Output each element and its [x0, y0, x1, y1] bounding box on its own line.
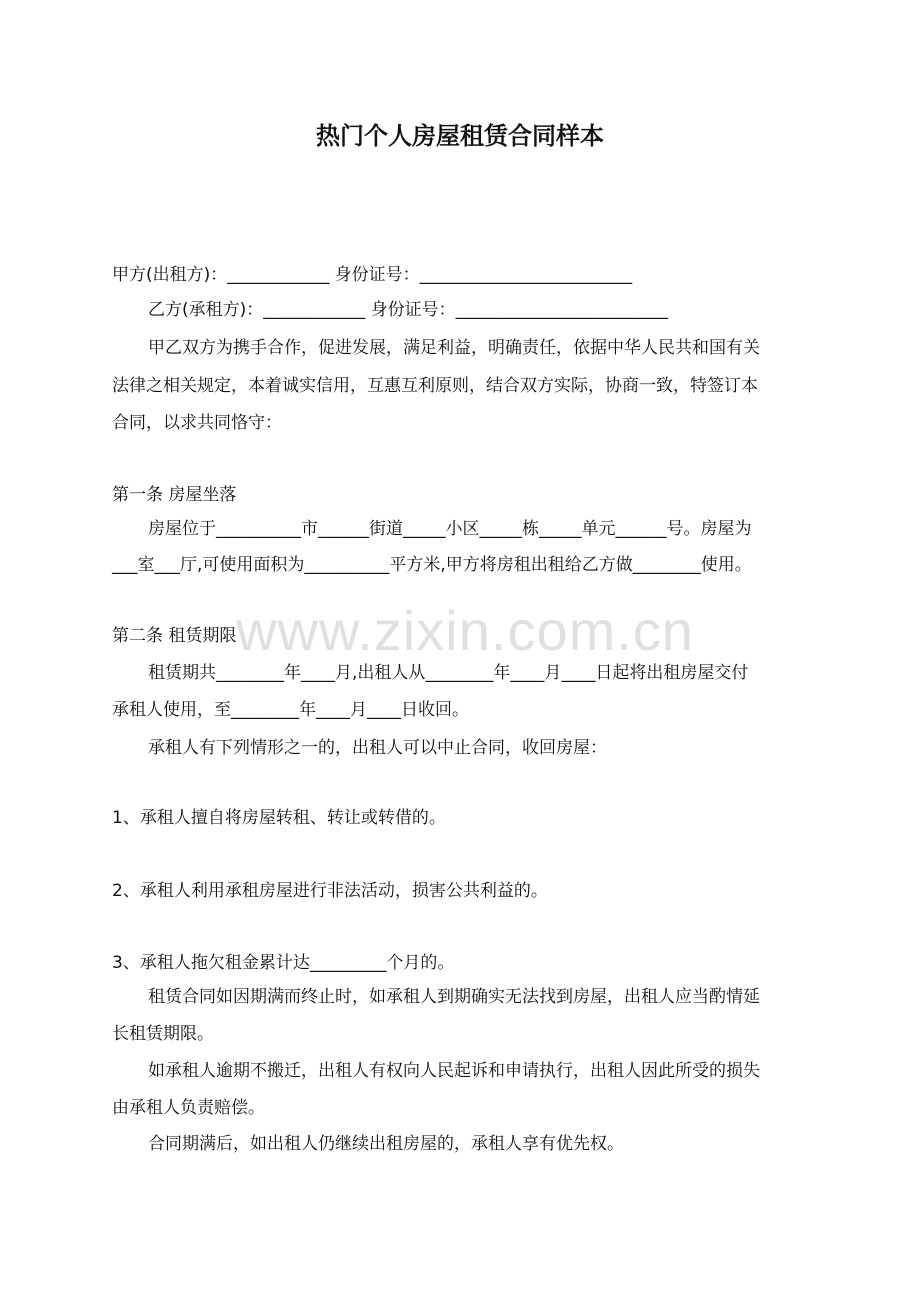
overdue-line-1: 如承租人逾期不搬迁，出租人有权向人民起诉和申请执行，出租人因此所受的损失 — [148, 1061, 760, 1081]
preamble-line-3: 合同，以求共同恪守： — [112, 413, 282, 433]
document-title: 热门个人房屋租赁合同样本 — [316, 122, 604, 150]
article-2-line-1: 租赁期共________年____月,出租人从________年____月____日起将出租房屋交付 — [148, 663, 749, 683]
preamble-line-1: 甲乙双方为携手合作，促进发展，满足利益，明确责任，依据中华人民共和国有关 — [148, 338, 760, 358]
termination-item-1: 1、承租人擅自将房屋转租、转让或转借的。 — [112, 808, 446, 828]
article-1-line-2: ___室___厅,可使用面积为__________平方米,甲方将房租出租给乙方做________使用。 — [112, 555, 752, 575]
overdue-line-2: 由承租人负责赔偿。 — [112, 1098, 265, 1118]
termination-item-3: 3、承租人拖欠租金累计达_________个月的。 — [112, 953, 455, 973]
renewal-line-2: 长租赁期限。 — [112, 1024, 214, 1044]
party-a-line: 甲方(出租方)：____________ 身份证号：_________________________ — [112, 265, 633, 285]
article-1-line-1: 房屋位于__________市______街道_____小区_____栋_____单元______号。房屋为 — [148, 519, 752, 539]
watermark-text: www.zixin.com.cn — [236, 599, 694, 662]
article-2-heading: 第二条 租赁期限 — [112, 626, 237, 646]
priority-line: 合同期满后，如出租人仍继续出租房屋的，承租人享有优先权。 — [148, 1134, 624, 1154]
termination-intro: 承租人有下列情形之一的，出租人可以中止合同，收回房屋： — [148, 738, 607, 758]
party-b-line: 乙方(承租方)：____________ 身份证号：_________________________ — [148, 300, 669, 320]
renewal-line-1: 租赁合同如因期满而终止时，如承租人到期确实无法找到房屋，出租人应当酌情延 — [148, 987, 760, 1007]
preamble-line-2: 法律之相关规定，本着诚实信用，互惠互利原则，结合双方实际，协商一致，特签订本 — [112, 376, 758, 396]
termination-item-2: 2、承租人利用承租房屋进行非法活动，损害公共利益的。 — [112, 881, 548, 901]
article-2-line-2: 承租人使用，至________年____月____日收回。 — [112, 700, 469, 720]
article-1-heading: 第一条 房屋坐落 — [112, 485, 237, 505]
